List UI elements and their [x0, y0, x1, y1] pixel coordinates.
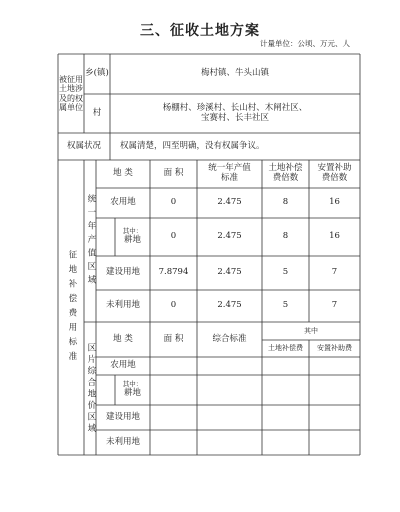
zone-area-label: 区片综合地价区域 — [85, 342, 96, 435]
header-land-type: 地 类 — [113, 168, 133, 179]
row-resettle-multiple: 16 — [329, 231, 340, 242]
unit-note: 计量单位：公顷、万元、人 — [260, 39, 350, 48]
status-label: 权属状况 — [66, 140, 101, 151]
village-line-1: 杨棚村、珍溪村、长山村、木闸社区、 — [162, 102, 308, 113]
village-label: 村 — [92, 107, 102, 118]
zone-row-note: 其中： — [122, 380, 143, 389]
town-value: 梅村镇、牛头山镇 — [200, 68, 269, 79]
zone-header-of-which: 其中 — [304, 326, 318, 335]
row-area: 0 — [170, 231, 177, 242]
row-type-name: 耕地 — [123, 234, 141, 245]
village-line-2: 宝赛村、长丰社区 — [200, 112, 269, 123]
zone-header-land-fee: 土地补偿费 — [268, 344, 303, 353]
row-annual: 2.475 — [217, 197, 242, 208]
page-title: 三、征收土地方案 — [140, 23, 260, 39]
row-resettle-multiple: 7 — [331, 267, 338, 278]
row-land-type: 建设用地 — [105, 267, 140, 278]
row-resettle-multiple: 16 — [329, 197, 340, 208]
village-value — [110, 94, 360, 133]
town-label: 乡(镇) — [85, 68, 109, 79]
zone-header-standard: 综合标准 — [212, 333, 247, 344]
annual-area-label: 统一年产值区域 — [85, 193, 96, 289]
row-resettle-multiple: 7 — [331, 300, 338, 311]
zone-row-type-name: 耕地 — [123, 387, 141, 398]
row-land-type: 农用地 — [110, 197, 136, 208]
row-area: 0 — [170, 300, 177, 311]
zone-header-resettle-fee: 安置补助费 — [317, 344, 352, 353]
zone-row-land-type — [115, 375, 150, 405]
row-note: 其中： — [122, 227, 143, 236]
ownership-scope-label: 被征用土地涉及的权属单位 — [59, 75, 83, 112]
row-annual: 2.475 — [217, 231, 242, 242]
row-land-type — [115, 218, 150, 256]
zone-row-land-type: 农用地 — [110, 360, 136, 371]
row-area: 7.8794 — [158, 267, 189, 278]
row-land-multiple: 8 — [282, 231, 289, 242]
header-area: 面 积 — [163, 168, 184, 179]
compensation-section-label: 征地补偿费用标准 — [66, 249, 77, 366]
zone-row-land-type: 未利用地 — [105, 436, 140, 447]
row-annual: 2.475 — [217, 300, 242, 311]
row-land-multiple: 8 — [282, 197, 289, 208]
status-value: 权属清楚，四至明确，没有权属争议。 — [120, 140, 265, 151]
header-land-multiple: 土地补偿费倍数 — [268, 163, 303, 183]
row-land-multiple: 5 — [282, 267, 289, 278]
row-land-multiple: 5 — [282, 300, 289, 311]
zone-header-area: 面 积 — [163, 333, 184, 344]
header-resettle-multiple: 安置补助费倍数 — [317, 163, 352, 183]
zone-row-land-type: 建设用地 — [105, 411, 140, 422]
row-land-type: 未利用地 — [105, 300, 140, 311]
row-annual: 2.475 — [217, 267, 242, 278]
header-annual-value: 统一年产值标准 — [208, 163, 251, 183]
zone-header-land-type: 地 类 — [113, 333, 133, 344]
row-area: 0 — [170, 197, 177, 208]
